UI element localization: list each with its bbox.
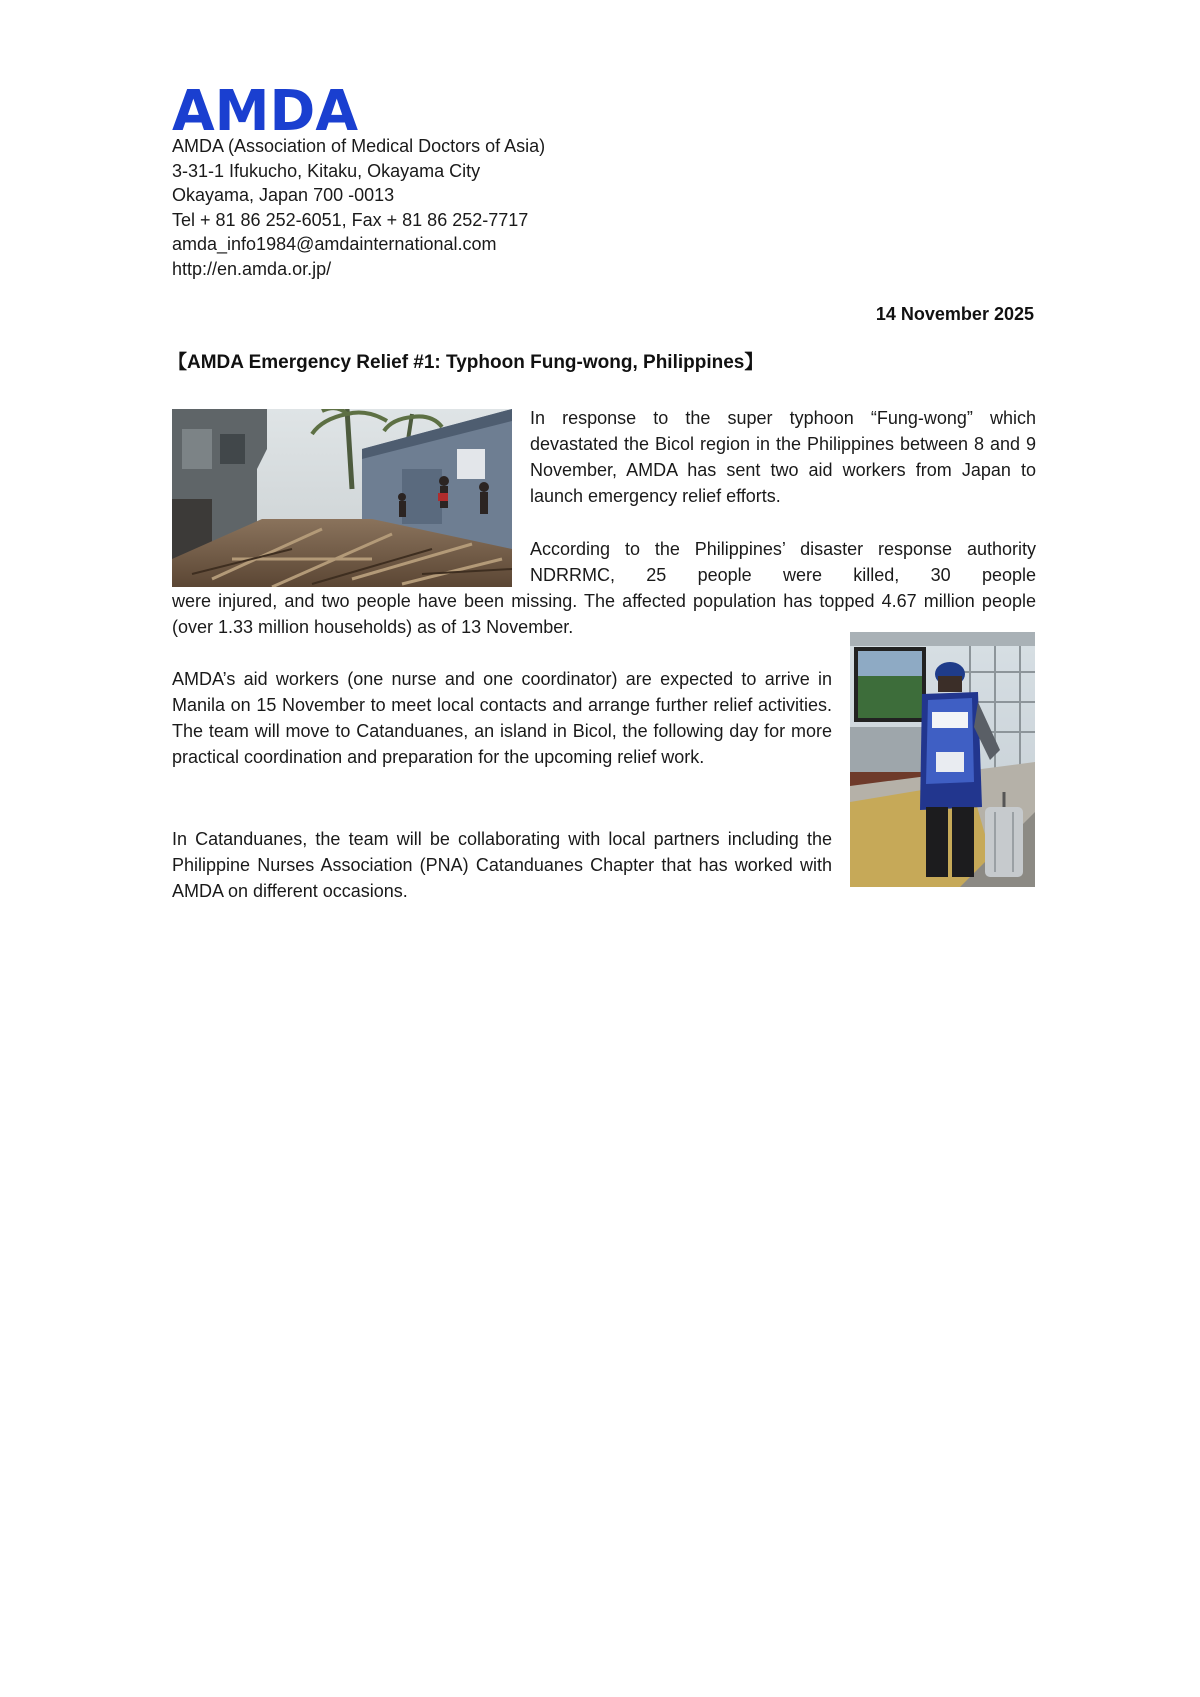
paragraph-aid-workers: AMDA’s aid workers (one nurse and one coordinator) are expected to arrive in Manila on 15 November to meet local contacts and arrange further relief activities. The team will move to Catanduanes, an island in Bicol, the following day for more practical coordination and preparation for the upcoming relief work. bbox=[172, 669, 832, 767]
typhoon-debris-photo bbox=[172, 409, 512, 587]
email: amda_info1984@amdainternational.com bbox=[172, 234, 497, 254]
amda-logo bbox=[172, 84, 362, 136]
address-block bbox=[172, 134, 545, 281]
street-address: 3-31-1 Ifukucho, Kitaku, Okayama City bbox=[172, 160, 481, 181]
org-name: AMDA (Association of Medical Doctors of Asia) bbox=[172, 136, 546, 156]
document-date: 14 November 2025 bbox=[875, 304, 1034, 324]
website: http://en.amda.or.jp/ bbox=[172, 258, 332, 279]
logo-text: AMDA bbox=[172, 84, 359, 136]
phone-fax: Tel + 81 86 252-6051, Fax + 81 86 252-7717 bbox=[172, 209, 529, 230]
document-title: 【AMDA Emergency Relief #1: Typhoon Fung-wong, Philippines】 bbox=[168, 352, 764, 373]
paragraph-casualties-start: According to the Philippines’ disaster response authority NDRRMC, 25 people were killed, 30 people bbox=[530, 539, 1036, 585]
paragraph-intro: In response to the super typhoon “Fung-wong” which devastated the Bicol region in the Philippines between 8 and 9 November, AMDA has sent two aid workers from Japan to launch emergency relief efforts. bbox=[530, 408, 1036, 506]
city-address: Okayama, Japan 700 -0013 bbox=[172, 185, 395, 205]
paragraph-partners: In Catanduanes, the team will be collaborating with local partners including the Philippine Nurses Association (PNA) Catanduanes Chapter that has worked with AMDA on different occasions. bbox=[172, 829, 832, 901]
aid-worker-photo bbox=[850, 632, 1035, 887]
paragraph-casualties-cont: were injured, and two people have been missing. The affected population has topped 4.67 million people (over 1.33 million households) as of 13 November. bbox=[172, 591, 1036, 637]
